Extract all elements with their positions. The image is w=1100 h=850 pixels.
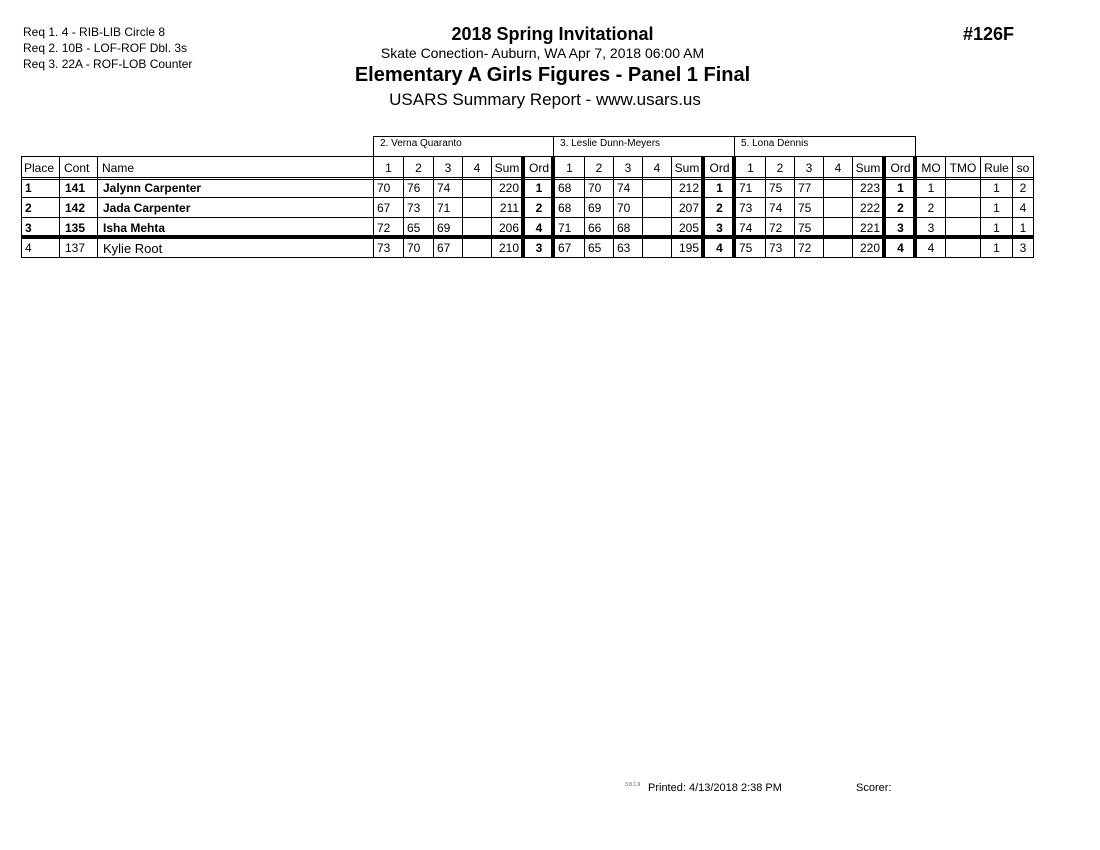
rule-cell: 1	[980, 218, 1012, 236]
j3-score-1: 71	[732, 178, 765, 198]
cont-cell: 137	[59, 239, 97, 258]
col-header-cont: Cont	[59, 157, 97, 177]
j2-ord: 3	[701, 218, 734, 236]
j2-score-1: 68	[551, 178, 584, 198]
j3-score-1: 73	[732, 198, 765, 218]
table-header-row	[21, 157, 1033, 177]
col-header-mo: MO	[913, 157, 945, 177]
j3-score-1: 75	[732, 239, 765, 258]
competition-title: 2018 Spring Invitational	[451, 24, 654, 44]
j2-score-1: 67	[551, 239, 584, 258]
place-cell: 2	[21, 198, 59, 218]
j3-score-4	[823, 198, 852, 218]
j2-score-2: 65	[584, 239, 613, 258]
j2-score-2: 70	[584, 178, 613, 198]
so-cell: 3	[1012, 239, 1033, 258]
j2-sum: 212	[671, 178, 702, 198]
table-row	[21, 198, 1033, 218]
j3-score-2: 74	[765, 198, 794, 218]
j1-sum: 211	[491, 198, 522, 218]
col-header-j2-s3: 3	[613, 157, 642, 177]
col-header-j3-sum: Sum	[852, 157, 883, 177]
tmo-cell	[945, 178, 980, 198]
event-title: Elementary A Girls Figures - Panel 1 Final	[354, 64, 751, 86]
rule-cell: 1	[980, 178, 1012, 198]
j2-ord: 2	[701, 198, 734, 218]
name-cell: Jada Carpenter	[97, 198, 373, 218]
j2-score-3: 74	[613, 178, 642, 198]
so-cell: 1	[1012, 218, 1033, 236]
j3-sum: 221	[852, 218, 883, 236]
j2-score-3: 70	[613, 198, 642, 218]
judge-header-1: 2. Verna Quaranto	[373, 136, 554, 157]
col-header-j2-s2: 2	[584, 157, 613, 177]
scorer-label: Scorer:	[856, 782, 892, 794]
col-header-j2-ord: Ord	[701, 157, 734, 177]
col-header-rule: Rule	[980, 157, 1012, 177]
col-header-j1-sum: Sum	[491, 157, 522, 177]
j3-score-3: 77	[794, 178, 823, 198]
j2-sum: 205	[671, 218, 702, 236]
j3-ord: 2	[882, 198, 915, 218]
j2-score-4	[642, 178, 671, 198]
table-row	[21, 178, 1033, 198]
col-header-j2-sum: Sum	[671, 157, 702, 177]
judge-header-2: 3. Leslie Dunn-Meyers	[553, 136, 735, 157]
event-number: #126F	[963, 24, 1015, 44]
mo-cell: 2	[913, 198, 945, 218]
col-header-j3-s4: 4	[823, 157, 852, 177]
j2-score-4	[642, 239, 671, 258]
table-row	[21, 218, 1033, 236]
j3-ord: 1	[882, 178, 915, 198]
j2-score-4	[642, 198, 671, 218]
col-header-j3-s3: 3	[794, 157, 823, 177]
j1-score-1: 72	[373, 218, 403, 236]
software-version: 3.8.1.9	[625, 782, 641, 788]
j1-score-4	[462, 178, 491, 198]
place-cell: 1	[21, 178, 59, 198]
j3-score-4	[823, 239, 852, 258]
j1-score-1: 67	[373, 198, 403, 218]
j2-score-1: 68	[551, 198, 584, 218]
table-right-border	[1033, 157, 1034, 258]
place-cell: 3	[21, 218, 59, 236]
j2-score-2: 66	[584, 218, 613, 236]
j3-ord: 3	[882, 218, 915, 236]
j2-score-4	[642, 218, 671, 236]
mo-cell: 3	[913, 218, 945, 236]
col-header-place: Place	[21, 157, 59, 177]
j3-score-1: 74	[732, 218, 765, 236]
j1-score-4	[462, 218, 491, 236]
j2-sum: 207	[671, 198, 702, 218]
col-header-tmo: TMO	[945, 157, 980, 177]
col-header-j3-ord: Ord	[882, 157, 915, 177]
j2-ord: 1	[701, 178, 734, 198]
tmo-cell	[945, 198, 980, 218]
j3-ord: 4	[882, 239, 915, 258]
col-header-name: Name	[97, 157, 373, 177]
j1-score-2: 73	[403, 198, 433, 218]
j1-score-4	[462, 239, 491, 258]
j3-sum: 222	[852, 198, 883, 218]
j2-sum: 195	[671, 239, 702, 258]
col-header-j3-s2: 2	[765, 157, 794, 177]
judge-header-3: 5. Lona Dennis	[734, 136, 916, 157]
j3-sum: 223	[852, 178, 883, 198]
j3-score-4	[823, 178, 852, 198]
requirement-1: Req 1. 4 - RIB-LIB Circle 8	[23, 25, 166, 39]
j1-ord: 3	[521, 239, 553, 258]
j2-score-3: 63	[613, 239, 642, 258]
j1-score-3: 74	[433, 178, 462, 198]
j3-sum: 220	[852, 239, 883, 258]
requirement-2: Req 2. 10B - LOF-ROF Dbl. 3s	[23, 41, 188, 55]
col-header-j1-s3: 3	[433, 157, 462, 177]
mo-cell: 1	[913, 178, 945, 198]
j1-score-2: 76	[403, 178, 433, 198]
j3-score-2: 73	[765, 239, 794, 258]
mo-cell: 4	[913, 239, 945, 258]
col-header-so: so	[1012, 157, 1033, 177]
table-bottom-border	[21, 257, 1034, 258]
report-line: USARS Summary Report - www.usars.us	[389, 90, 701, 109]
j2-ord: 4	[701, 239, 734, 258]
so-cell: 4	[1012, 198, 1033, 218]
place-cell: 4	[21, 239, 59, 258]
j1-score-2: 65	[403, 218, 433, 236]
col-header-j1-s1: 1	[373, 157, 403, 177]
col-header-j1-s4: 4	[462, 157, 491, 177]
j1-sum: 210	[491, 239, 522, 258]
j1-score-1: 70	[373, 178, 403, 198]
printed-timestamp: Printed: 4/13/2018 2:38 PM	[648, 782, 782, 794]
j1-score-3: 71	[433, 198, 462, 218]
col-header-j1-ord: Ord	[521, 157, 553, 177]
rule-cell: 1	[980, 239, 1012, 258]
rule-cell: 1	[980, 198, 1012, 218]
j2-score-2: 69	[584, 198, 613, 218]
j1-score-1: 73	[373, 239, 403, 258]
j1-ord: 4	[521, 218, 553, 236]
j3-score-3: 75	[794, 198, 823, 218]
j1-ord: 1	[521, 178, 553, 198]
j1-score-4	[462, 198, 491, 218]
j2-score-3: 68	[613, 218, 642, 236]
requirement-3: Req 3. 22A - ROF-LOB Counter	[23, 57, 193, 71]
j1-score-2: 70	[403, 239, 433, 258]
j3-score-2: 75	[765, 178, 794, 198]
j3-score-2: 72	[765, 218, 794, 236]
j1-sum: 220	[491, 178, 522, 198]
j1-score-3: 69	[433, 218, 462, 236]
so-cell: 2	[1012, 178, 1033, 198]
j1-score-3: 67	[433, 239, 462, 258]
col-header-j2-s4: 4	[642, 157, 671, 177]
name-cell: Kylie Root	[97, 239, 373, 258]
cont-cell: 142	[59, 198, 97, 218]
j3-score-4	[823, 218, 852, 236]
col-header-j1-s2: 2	[403, 157, 433, 177]
venue-line: Skate Conection- Auburn, WA Apr 7, 2018 06:00 AM	[380, 45, 705, 61]
name-cell: Jalynn Carpenter	[97, 178, 373, 198]
name-cell: Isha Mehta	[97, 218, 373, 236]
j1-sum: 206	[491, 218, 522, 236]
tmo-cell	[945, 218, 980, 236]
j3-score-3: 75	[794, 218, 823, 236]
j2-score-1: 71	[551, 218, 584, 236]
col-header-j3-s1: 1	[732, 157, 765, 177]
table-row	[21, 239, 1033, 258]
j1-ord: 2	[521, 198, 553, 218]
col-header-j2-s1: 1	[551, 157, 584, 177]
tmo-cell	[945, 239, 980, 258]
j3-score-3: 72	[794, 239, 823, 258]
cont-cell: 141	[59, 178, 97, 198]
cont-cell: 135	[59, 218, 97, 236]
